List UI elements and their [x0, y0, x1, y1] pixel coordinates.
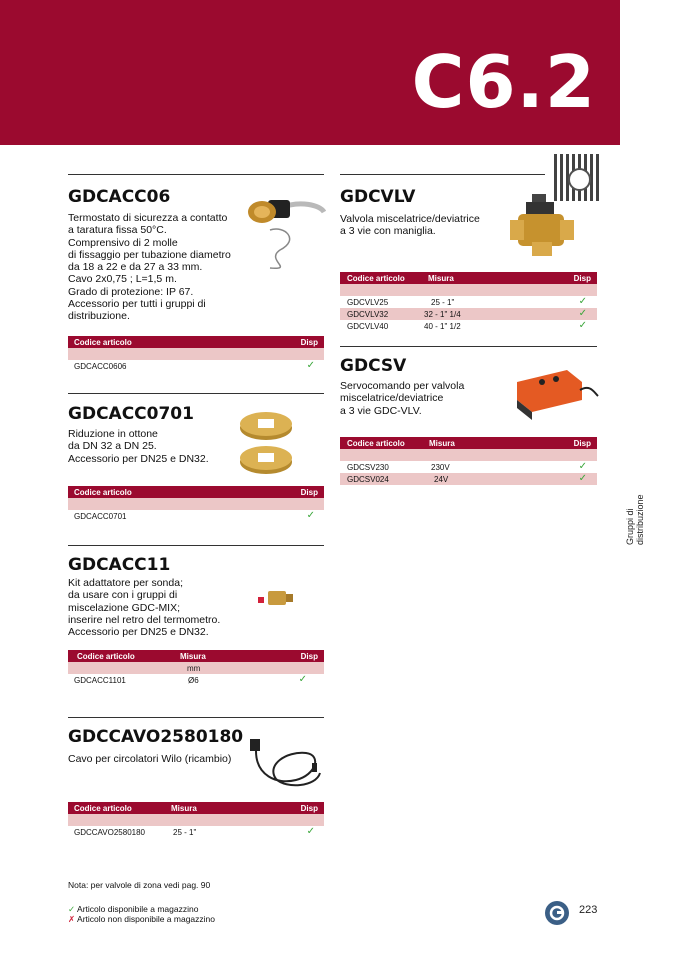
- product-title-gdcacc11: GDCACC11: [68, 555, 171, 575]
- actuator-image: [512, 362, 600, 422]
- check-icon: ✓: [306, 360, 315, 371]
- page-number: 223: [579, 904, 598, 916]
- product-description-gdccavo: Cavo per circolatori Wilo (ricambio): [68, 753, 232, 765]
- table-gdcacc0701: Codice articolo Disp GDCACC0701 ✓: [68, 486, 324, 522]
- check-icon: ✓: [298, 674, 307, 685]
- sensor-adapter-image: [254, 583, 296, 611]
- check-icon: ✓: [306, 510, 315, 521]
- table-row[interactable]: GDCSV024 24V ✓: [340, 473, 597, 485]
- check-icon: ✓: [306, 826, 315, 837]
- legend-unavailable: ✗ Articolo non disponibile a magazzino: [68, 914, 216, 924]
- check-icon: ✓: [578, 308, 587, 319]
- check-icon: ✓: [578, 320, 587, 331]
- sidebar-section-label: Gruppi di distribuzione: [625, 494, 645, 545]
- cable-image: [246, 735, 324, 790]
- table-row[interactable]: GDCVLV32 32 - 1" 1/4 ✓: [340, 308, 597, 320]
- table-gdcsv: Codice articolo Misura Disp GDCSV230 230V ✓ GDCSV024 24V ✓: [340, 437, 597, 485]
- chapter-header: [0, 0, 620, 145]
- table-gdcvlv: Codice articolo Misura Disp GDCVLV25 25 - 1" ✓ GDCVLV32 32 - 1" 1/4 ✓ GDCVLV40 40 - 1" 1/2 ✓: [340, 272, 597, 332]
- table-row[interactable]: GDCSV230 230V ✓: [347, 461, 587, 472]
- chapter-number: C6.2: [411, 40, 596, 124]
- product-description-gdcacc06: Termostato di sicurezza a contatto a taratura fissa 50°C. Comprensivo di 2 molle di fissaggio per tubazione diametro da 18 a 22 e da 27 a 33 mm. Cavo 2x0,75 ; L=1,5 m. Grado di protezione: IP 67. Accessorio per tutti i gruppi di distribuzione.: [68, 212, 231, 323]
- section-divider: [340, 174, 545, 175]
- product-title-gdcvlv: GDCVLV: [340, 187, 416, 207]
- footnote: Nota: per valvole di zona vedi pag. 90: [68, 880, 211, 890]
- section-divider: [340, 346, 597, 347]
- product-title-gdccavo: GDCCAVO2580180: [68, 727, 244, 747]
- section-divider: [68, 393, 324, 394]
- table-row[interactable]: GDCCAVO2580180 25 - 1" ✓: [74, 826, 315, 837]
- product-description-gdcacc0701: Riduzione in ottone da DN 32 a DN 25. Accessorio per DN25 e DN32.: [68, 428, 209, 465]
- thermostat-image: [240, 190, 326, 275]
- table-row[interactable]: GDCACC1101 Ø6 ✓: [74, 674, 307, 685]
- cross-icon: ✗: [68, 914, 76, 924]
- legend-available: ✓ Articolo disponibile a magazzino: [68, 904, 199, 914]
- check-icon: ✓: [68, 904, 76, 914]
- product-title-gdcacc06: GDCACC06: [68, 187, 171, 207]
- brass-reducer-image: [238, 404, 294, 478]
- check-icon: ✓: [578, 473, 587, 484]
- table-gdcacc11: Codice articolo Misura Disp mm GDCACC1101 Ø6 ✓: [68, 650, 324, 686]
- valve-image: [510, 190, 585, 260]
- brand-logo-icon: [544, 900, 570, 926]
- product-description-gdcvlv: Valvola miscelatrice/deviatrice a 3 vie con maniglia.: [340, 213, 480, 238]
- product-title-gdcacc0701: GDCACC0701: [68, 404, 194, 424]
- check-icon: ✓: [578, 296, 587, 307]
- section-divider: [68, 717, 324, 718]
- table-gdcacc06: Codice articolo Disp GDCACC0606 ✓: [68, 336, 324, 372]
- table-row[interactable]: GDCVLV40 40 - 1" 1/2 ✓: [347, 320, 587, 331]
- product-title-gdcsv: GDCSV: [340, 356, 407, 376]
- section-divider: [68, 545, 324, 546]
- product-description-gdcsv: Servocomando per valvola miscelatrice/deviatrice a 3 vie GDC-VLV.: [340, 380, 465, 417]
- check-icon: ✓: [578, 461, 587, 472]
- table-row[interactable]: GDCACC0606 ✓: [74, 360, 315, 371]
- table-gdccavo: Codice articolo Misura Disp GDCCAVO2580180 25 - 1" ✓: [68, 802, 324, 838]
- table-row[interactable]: GDCVLV25 25 - 1" ✓: [347, 296, 587, 307]
- table-row[interactable]: GDCACC0701 ✓: [74, 510, 315, 521]
- section-divider: [68, 174, 324, 175]
- product-description-gdcacc11: Kit adattatore per sonda; da usare con i gruppi di miscelazione GDC-MIX; inserire nel retro del termometro. Accessorio per DN25 e DN32.: [68, 577, 221, 639]
